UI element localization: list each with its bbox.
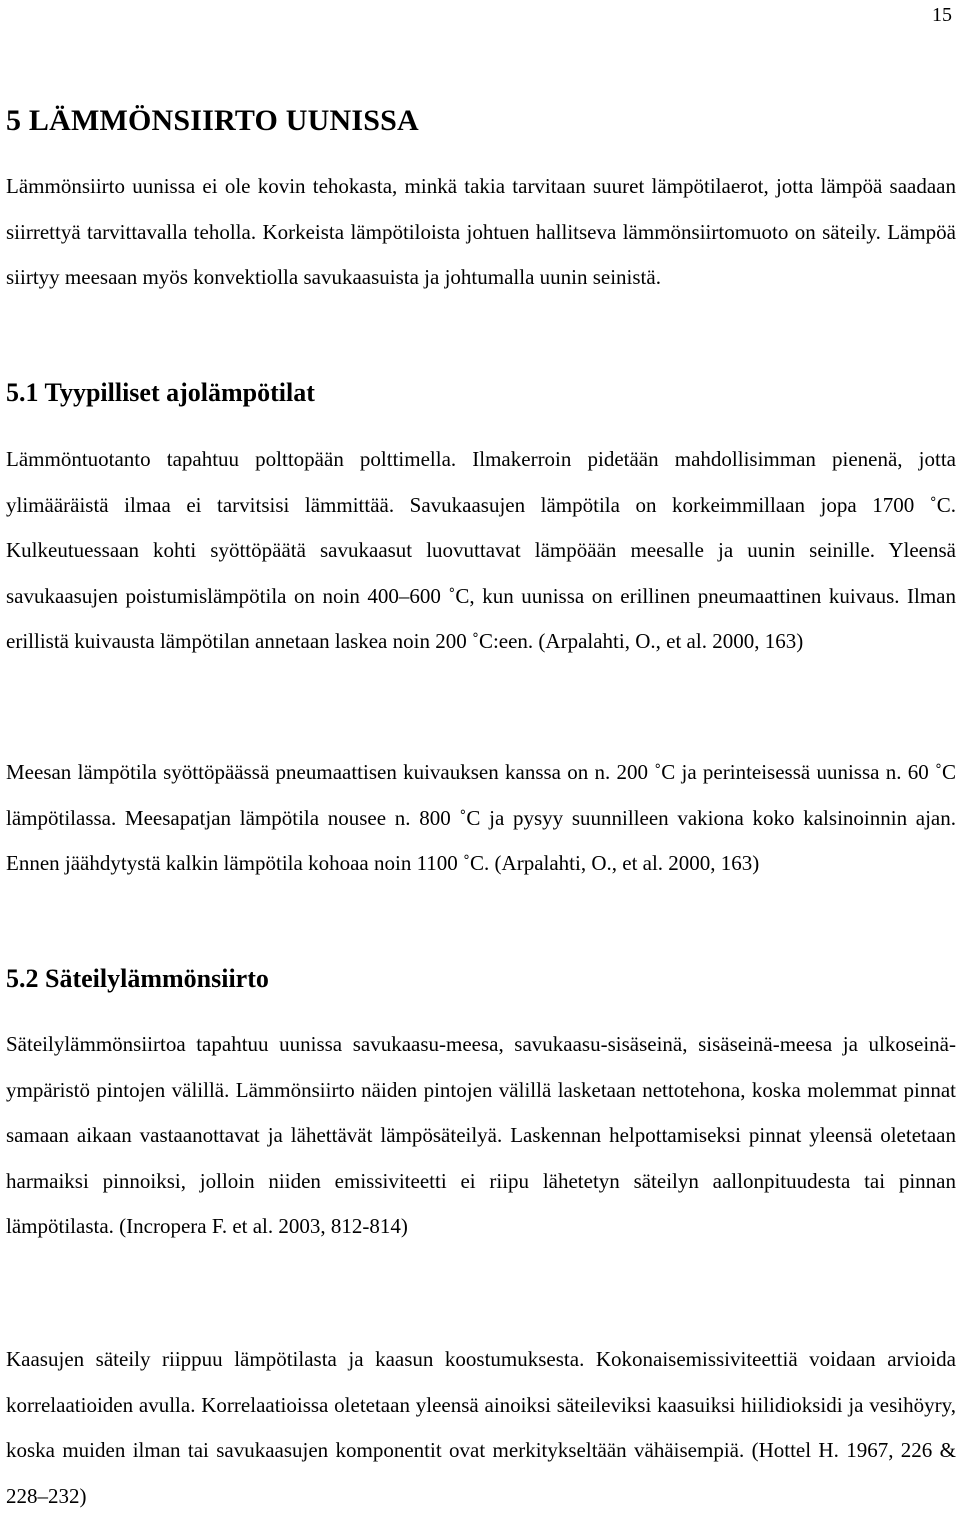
section-5-2-title: 5.2 Säteilylämmönsiirto: [6, 964, 269, 993]
section-5-2-paragraph-2: Kaasujen säteily riippuu lämpötilasta ja kaasun koostumuksesta. Kokonaisemissiviteettiä voidaan arvioida korrelaatioiden avulla. Korrelaatioissa oletetaan yleensä ainoiksi säteileviksi kaasuiksi hiilidioksidi ja vesihöyry, koska muiden ilman tai savukaasujen komponentit ovat merkitykseltään vähäisempiä. (Hottel H. 1967, 226 & 228–232): [6, 1347, 956, 1508]
chapter-title: 5 LÄMMÖNSIIRTO UUNISSA: [6, 104, 419, 137]
section-5-1-title: 5.1 Tyypilliset ajolämpötilat: [6, 378, 315, 407]
section-5-2-paragraph-1: Säteilylämmönsiirtoa tapahtuu uunissa savukaasu-meesa, savukaasu-sisäseinä, sisäseinä-meesa ja ulkoseinä-ympäristö pintojen välillä. Lämmönsiirto näiden pintojen välillä lasketaan nettotehona, koska molemmat pinnat samaan aikaan vastaanottavat ja lähettävät lämpösäteilyä. Laskennan helpottamiseksi pinnat yleensä oletetaan harmaiksi pinnoiksi, jolloin niiden emissiviteetti ei riipu lähetetyn säteilyn aallonpituudesta tai pinnan lämpötilasta. (Incropera F. et al. 2003, 812-814): [6, 1032, 956, 1239]
chapter-intro-paragraph: Lämmönsiirto uunissa ei ole kovin tehokasta, minkä takia tarvitaan suuret lämpötilaerot, jotta lämpöä saadaan siirrettyä tarvittavalla teholla. Korkeista lämpötiloista johtuen hallitseva lämmönsiirtomuoto on säteily. Lämpöä siirtyy meesaan myös konvektiolla savukaasuista ja johtumalla uunin seinistä.: [6, 174, 956, 290]
section-5-1-paragraph-1: Lämmöntuotanto tapahtuu polttopään polttimella. Ilmakerroin pidetään mahdollisimman pienenä, jotta ylimääräistä ilmaa ei tarvitsisi lämmittää. Savukaasujen lämpötila on korkeimmillaan jopa 1700 ˚C. Kulkeutuessaan kohti syöttöpäätä savukaasut luovuttavat lämpöään meesalle ja uunin seinille. Yleensä savukaasujen poistumislämpötila on noin 400–600 ˚C, kun uunissa on erillinen pneumaattinen kuivaus. Ilman erillistä kuivausta lämpötilan annetaan laskea noin 200 ˚C:een. (Arpalahti, O., et al. 2000, 163): [6, 447, 956, 654]
page-number: 15: [932, 4, 952, 26]
section-5-1-paragraph-2: Meesan lämpötila syöttöpäässä pneumaattisen kuivauksen kanssa on n. 200 ˚C ja perinteisessä uunissa n. 60 ˚C lämpötilassa. Meesapatjan lämpötila nousee n. 800 ˚C ja pysyy suunnilleen vakiona koko kalsinoinnin ajan. Ennen jäähdytystä kalkin lämpötila kohoaa noin 1100 ˚C. (Arpalahti, O., et al. 2000, 163): [6, 760, 956, 876]
